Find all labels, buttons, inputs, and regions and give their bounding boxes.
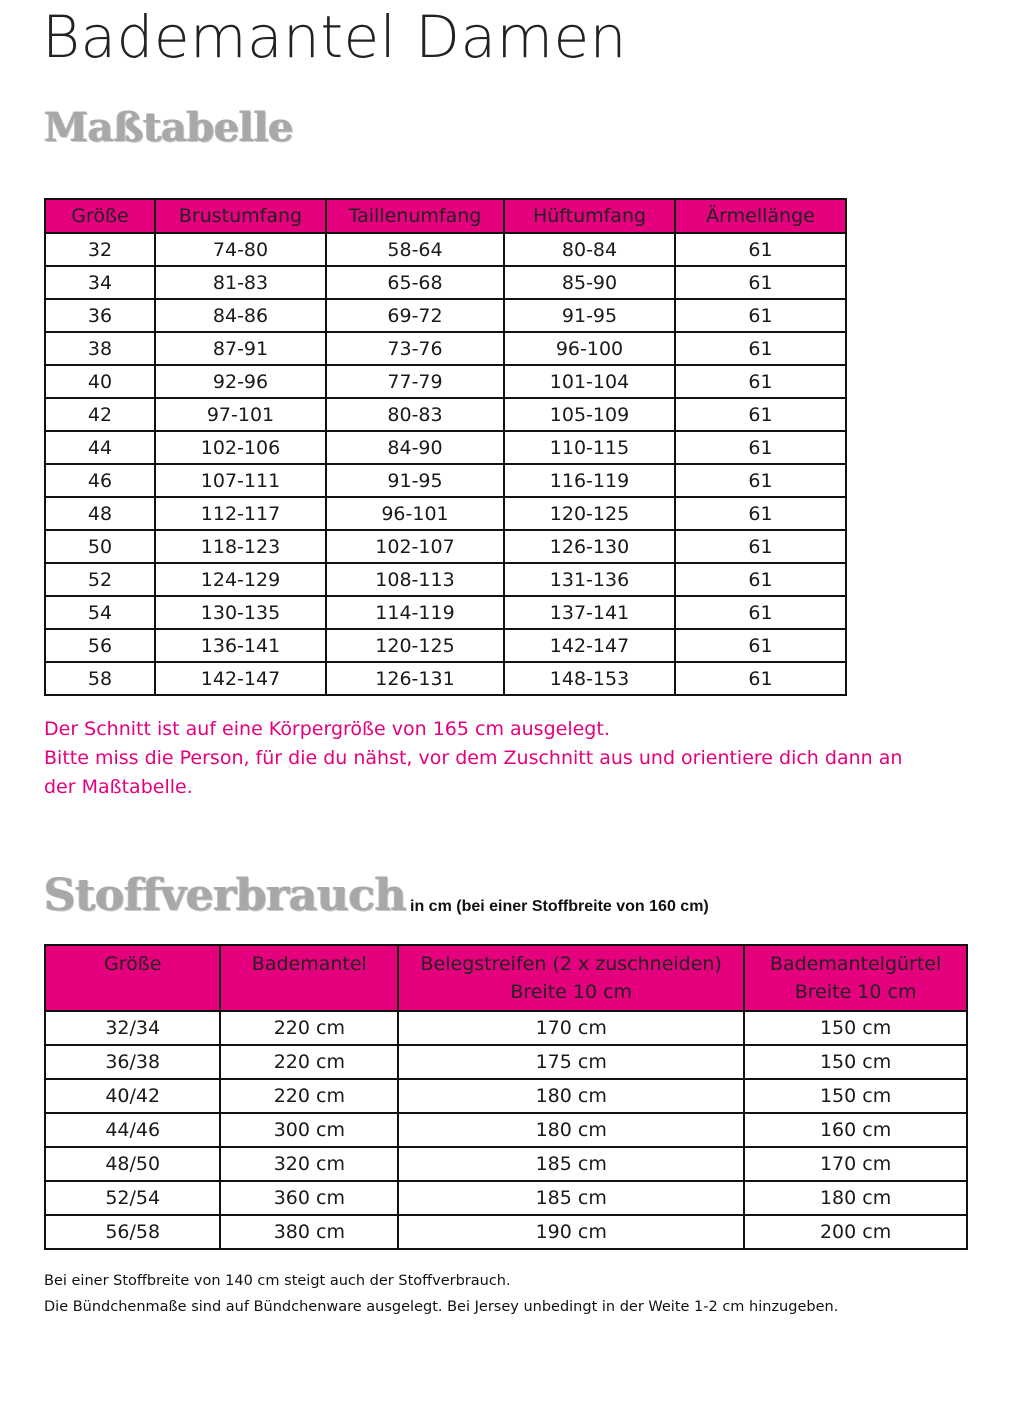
table-cell: 61: [675, 266, 846, 299]
note-line: Der Schnitt ist auf eine Körpergröße von 165 cm ausgelegt.: [44, 718, 610, 740]
table-cell: 92-96: [155, 365, 326, 398]
table-cell: 69-72: [326, 299, 504, 332]
table-cell: 81-83: [155, 266, 326, 299]
table-cell: 220 cm: [220, 1079, 398, 1113]
column-header: Größe: [45, 945, 220, 1011]
footer-note: [44, 1268, 994, 1320]
table-cell: 61: [675, 662, 846, 695]
table-cell: 300 cm: [220, 1113, 398, 1147]
table-row: [45, 266, 846, 299]
table-cell: 96-101: [326, 497, 504, 530]
table-cell: 105-109: [504, 398, 675, 431]
table-cell: 61: [675, 464, 846, 497]
table-cell: 91-95: [504, 299, 675, 332]
table-cell: 148-153: [504, 662, 675, 695]
table-cell: 61: [675, 530, 846, 563]
table-cell: 360 cm: [220, 1181, 398, 1215]
table-cell: 96-100: [504, 332, 675, 365]
table-cell: 87-91: [155, 332, 326, 365]
table-cell: 220 cm: [220, 1045, 398, 1079]
table-cell: 61: [675, 365, 846, 398]
column-header: Hüftumfang: [504, 199, 675, 233]
table-cell: 160 cm: [744, 1113, 967, 1147]
table-row: [45, 497, 846, 530]
page-title: Bademantel Damen: [42, 3, 627, 71]
column-header: Taillenumfang: [326, 199, 504, 233]
table-cell: 61: [675, 431, 846, 464]
table-cell: 40: [45, 365, 155, 398]
table-cell: 80-83: [326, 398, 504, 431]
table-cell: 36: [45, 299, 155, 332]
stoffverbrauch-heading: Stoffverbrauch: [44, 870, 407, 921]
table-cell: 50: [45, 530, 155, 563]
table-cell: 220 cm: [220, 1011, 398, 1045]
column-header: Belegstreifen (2 x zuschneiden) Breite 10 cm: [398, 945, 744, 1011]
table-row: [45, 1011, 967, 1045]
table-cell: 320 cm: [220, 1147, 398, 1181]
table-row: [45, 1113, 967, 1147]
table-cell: 116-119: [504, 464, 675, 497]
table-cell: 52: [45, 563, 155, 596]
footer-line: Die Bündchenmaße sind auf Bündchenware ausgelegt. Bei Jersey unbedingt in der Weite 1-2 cm hinzugeben.: [44, 1299, 839, 1315]
table-cell: 126-131: [326, 662, 504, 695]
table-cell: 110-115: [504, 431, 675, 464]
table-cell: 130-135: [155, 596, 326, 629]
note-line: Bitte miss die Person, für die du nähst, vor dem Zuschnitt aus und orientiere dich dann an: [44, 747, 903, 769]
table-cell: 102-106: [155, 431, 326, 464]
table-cell: 170 cm: [744, 1147, 967, 1181]
table-cell: 91-95: [326, 464, 504, 497]
table-row: [45, 299, 846, 332]
table-cell: 61: [675, 596, 846, 629]
table-cell: 126-130: [504, 530, 675, 563]
table-cell: 170 cm: [398, 1011, 744, 1045]
table-cell: 108-113: [326, 563, 504, 596]
table-row: [45, 1181, 967, 1215]
table-cell: 200 cm: [744, 1215, 967, 1249]
size-note: [44, 715, 944, 802]
table-cell: 46: [45, 464, 155, 497]
table-cell: 180 cm: [398, 1113, 744, 1147]
table-row: [45, 530, 846, 563]
table-cell: 58-64: [326, 233, 504, 266]
table-row: [45, 398, 846, 431]
column-header: Bademantelgürtel Breite 10 cm: [744, 945, 967, 1011]
table-cell: 42: [45, 398, 155, 431]
table-cell: 112-117: [155, 497, 326, 530]
note-line: der Maßtabelle.: [44, 776, 193, 798]
table-cell: 131-136: [504, 563, 675, 596]
table-cell: 61: [675, 332, 846, 365]
table-cell: 32/34: [45, 1011, 220, 1045]
column-header: Ärmellänge: [675, 199, 846, 233]
table-cell: 74-80: [155, 233, 326, 266]
table-cell: 48/50: [45, 1147, 220, 1181]
column-header: Bademantel: [220, 945, 398, 1011]
table-cell: 85-90: [504, 266, 675, 299]
table-cell: 114-119: [326, 596, 504, 629]
table-cell: 34: [45, 266, 155, 299]
table-cell: 54: [45, 596, 155, 629]
table-cell: 56: [45, 629, 155, 662]
column-header: Brustumfang: [155, 199, 326, 233]
table-cell: 142-147: [504, 629, 675, 662]
table-row: [45, 1147, 967, 1181]
masstabelle-heading: Maßtabelle: [44, 104, 294, 151]
table-cell: 150 cm: [744, 1011, 967, 1045]
footer-line: Bei einer Stoffbreite von 140 cm steigt auch der Stoffverbrauch.: [44, 1273, 511, 1289]
table-row: [45, 629, 846, 662]
table-cell: 73-76: [326, 332, 504, 365]
table-cell: 185 cm: [398, 1181, 744, 1215]
table-row: [45, 464, 846, 497]
table-cell: 36/38: [45, 1045, 220, 1079]
table-row: [45, 563, 846, 596]
stoffverbrauch-table: [44, 944, 968, 1250]
table-row: [45, 1079, 967, 1113]
table-cell: 190 cm: [398, 1215, 744, 1249]
table-cell: 61: [675, 497, 846, 530]
table-cell: 150 cm: [744, 1045, 967, 1079]
stoffverbrauch-subheading: in cm (bei einer Stoffbreite von 160 cm): [410, 898, 709, 915]
table-cell: 58: [45, 662, 155, 695]
table-cell: 77-79: [326, 365, 504, 398]
table-row: [45, 332, 846, 365]
table-row: [45, 365, 846, 398]
table-row: [45, 1215, 967, 1249]
table-cell: 38: [45, 332, 155, 365]
table-cell: 180 cm: [398, 1079, 744, 1113]
table-cell: 52/54: [45, 1181, 220, 1215]
table-cell: 180 cm: [744, 1181, 967, 1215]
table-cell: 48: [45, 497, 155, 530]
table-cell: 142-147: [155, 662, 326, 695]
table-cell: 56/58: [45, 1215, 220, 1249]
table-cell: 40/42: [45, 1079, 220, 1113]
table-cell: 185 cm: [398, 1147, 744, 1181]
table-cell: 84-90: [326, 431, 504, 464]
table-cell: 118-123: [155, 530, 326, 563]
table-cell: 61: [675, 299, 846, 332]
masstabelle-header-row: [45, 199, 846, 233]
table-cell: 150 cm: [744, 1079, 967, 1113]
stoffverbrauch-header-row: [45, 945, 967, 1011]
table-cell: 124-129: [155, 563, 326, 596]
table-cell: 61: [675, 563, 846, 596]
table-cell: 102-107: [326, 530, 504, 563]
table-cell: 120-125: [326, 629, 504, 662]
table-cell: 120-125: [504, 497, 675, 530]
table-cell: 61: [675, 398, 846, 431]
table-row: [45, 596, 846, 629]
table-cell: 61: [675, 233, 846, 266]
table-cell: 61: [675, 629, 846, 662]
table-cell: 380 cm: [220, 1215, 398, 1249]
table-cell: 65-68: [326, 266, 504, 299]
table-cell: 32: [45, 233, 155, 266]
table-cell: 101-104: [504, 365, 675, 398]
table-row: [45, 431, 846, 464]
table-cell: 136-141: [155, 629, 326, 662]
masstabelle-table: [44, 198, 847, 696]
table-row: [45, 233, 846, 266]
table-cell: 44: [45, 431, 155, 464]
table-cell: 97-101: [155, 398, 326, 431]
table-cell: 175 cm: [398, 1045, 744, 1079]
table-cell: 84-86: [155, 299, 326, 332]
column-header: Größe: [45, 199, 155, 233]
table-cell: 107-111: [155, 464, 326, 497]
table-cell: 44/46: [45, 1113, 220, 1147]
table-cell: 80-84: [504, 233, 675, 266]
table-cell: 137-141: [504, 596, 675, 629]
table-row: [45, 662, 846, 695]
table-row: [45, 1045, 967, 1079]
